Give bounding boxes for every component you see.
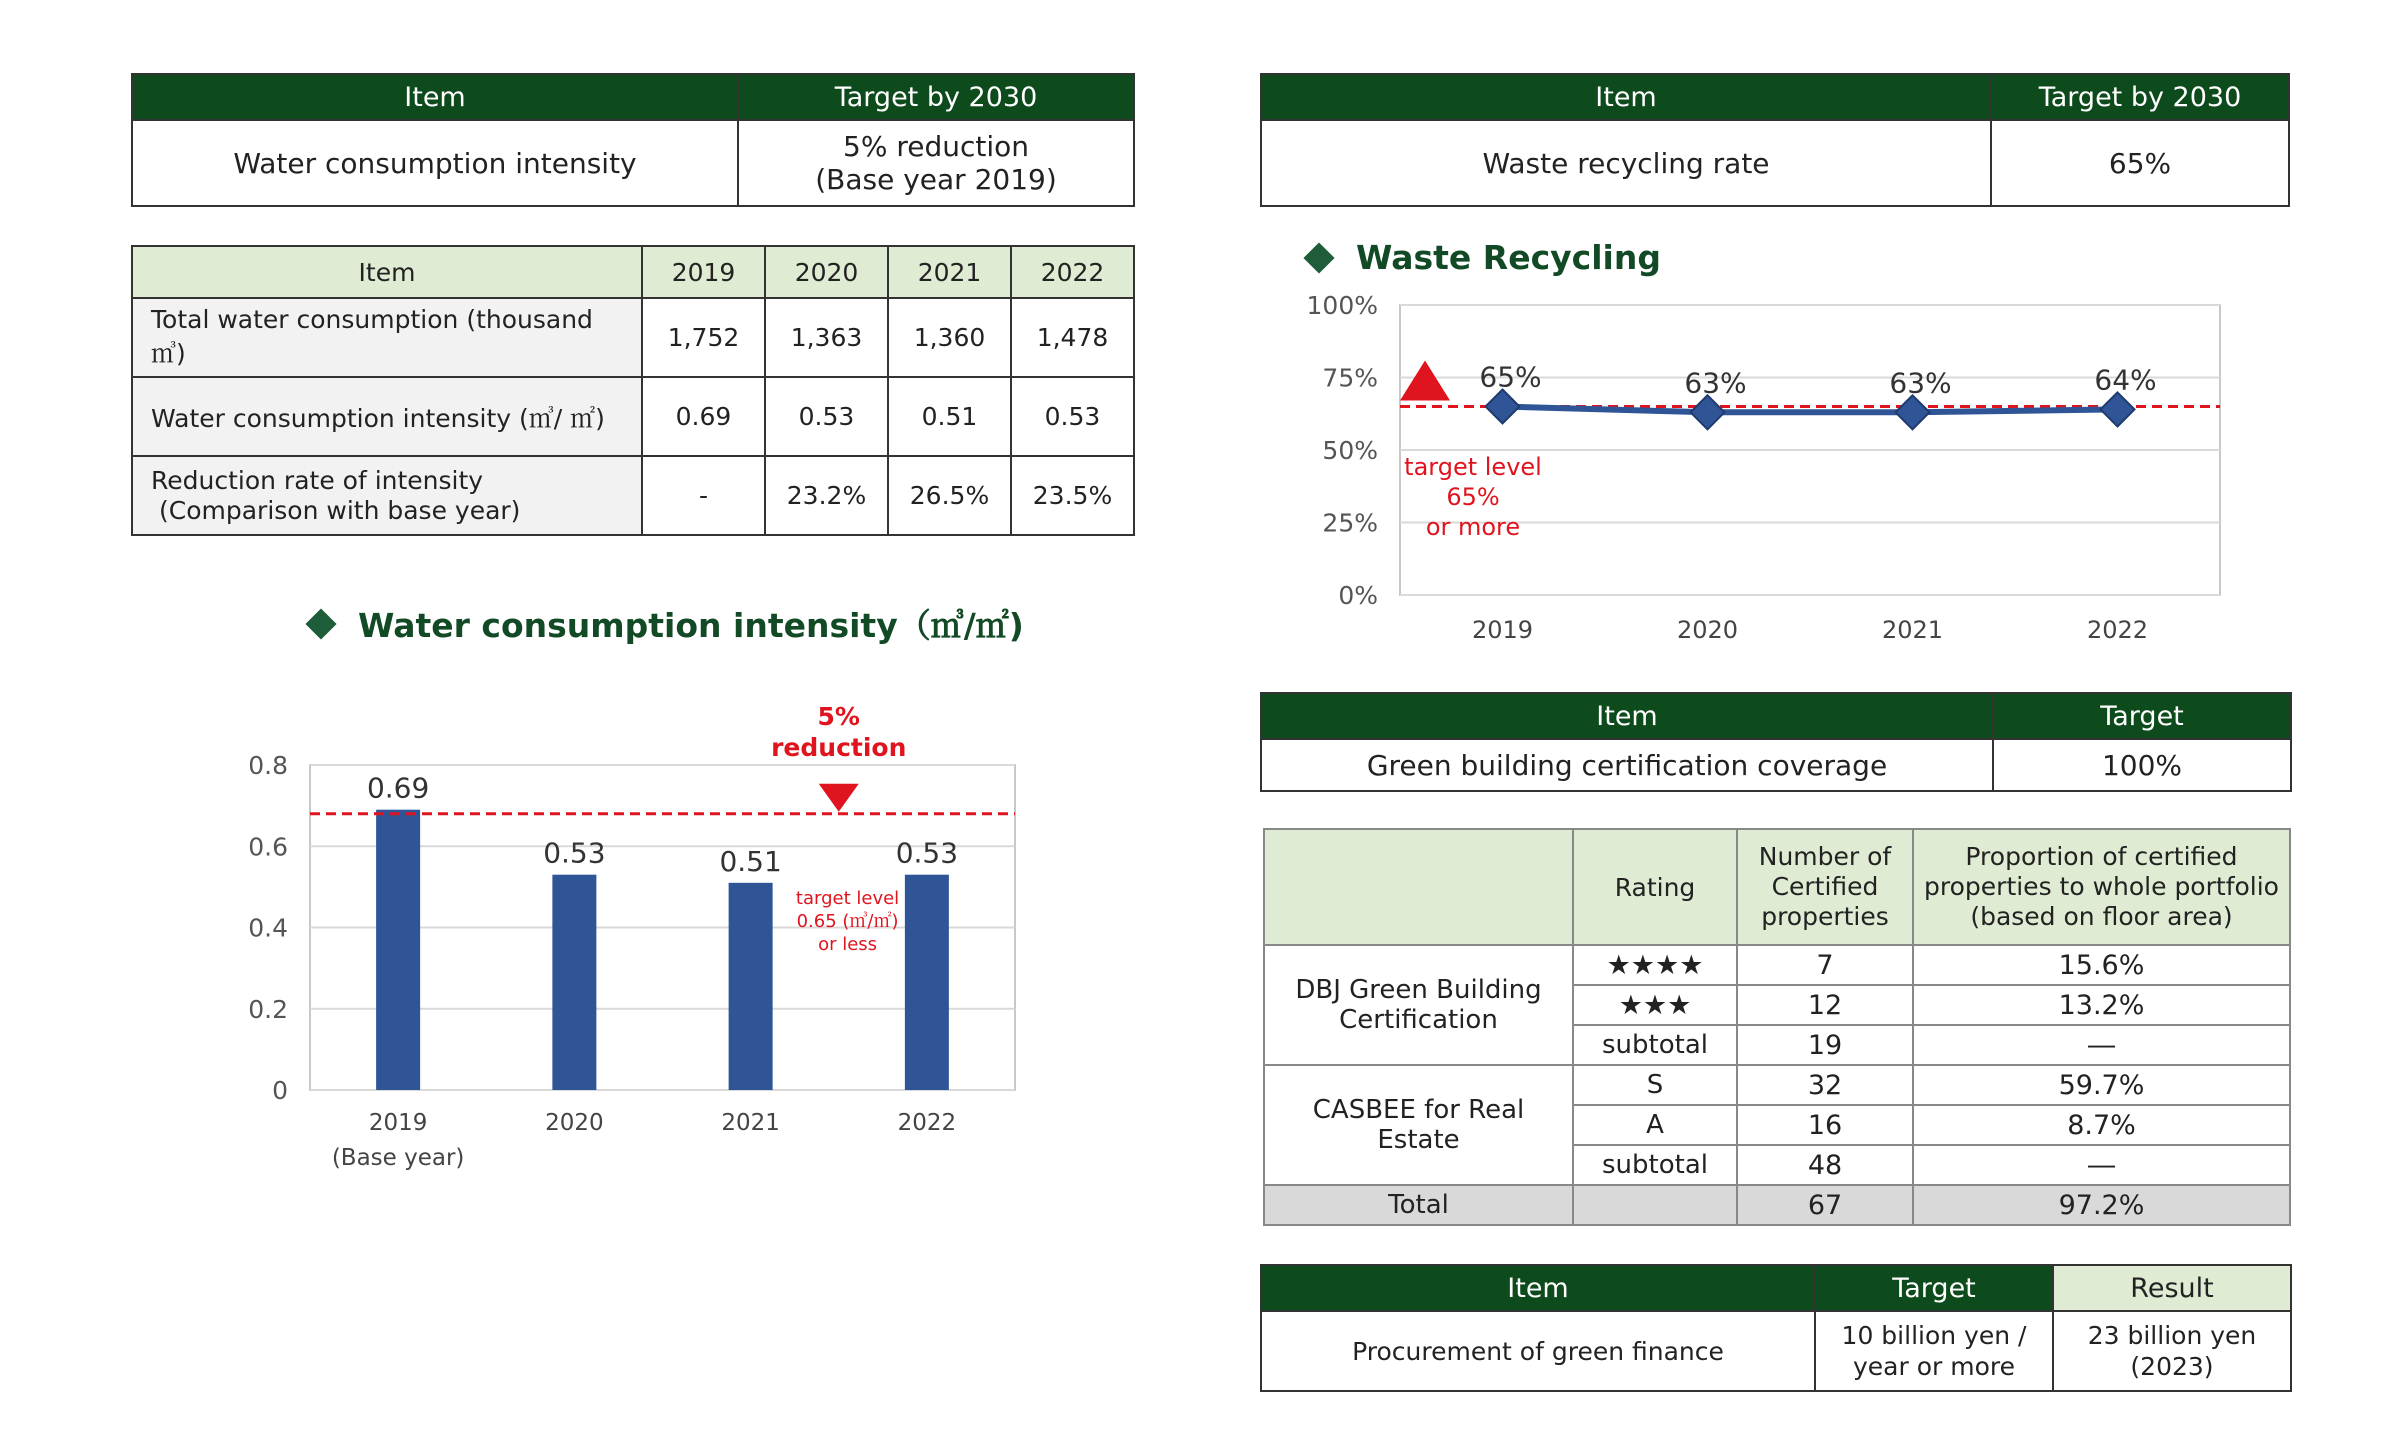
target-note: 65% [1446, 483, 1500, 511]
x-tick-label: 2019 [368, 1110, 428, 1136]
col-blank [1264, 829, 1573, 945]
data-label: 0.69 [366, 771, 430, 805]
x-tick-label: 2020 [545, 1110, 604, 1136]
y-tick-label: 0.8 [248, 751, 288, 780]
cell: 0.69 [642, 377, 765, 456]
target-annotation: 5% [817, 702, 860, 731]
cell: 1,363 [765, 298, 888, 377]
header-target: Target [1993, 693, 2291, 739]
target-note: or less [818, 934, 878, 955]
data-label: 64% [2094, 363, 2157, 397]
count-cell: 12 [1737, 985, 1913, 1025]
cell: 0.51 [888, 377, 1011, 456]
group-casbee: CASBEE for Real Estate [1264, 1065, 1573, 1185]
water-data-table [131, 245, 1135, 536]
proportion-cell: 15.6% [1913, 945, 2290, 985]
data-label: 63% [1684, 366, 1747, 400]
diamond-icon [1303, 242, 1334, 273]
rating-cell: ★★★ [1573, 985, 1737, 1025]
target-annotation: reduction [771, 733, 907, 762]
green-target-value: 100% [1993, 739, 2291, 791]
diamond-icon [305, 608, 336, 639]
cell: 26.5% [888, 456, 1011, 535]
finance-item: Procurement of green finance [1261, 1311, 1815, 1391]
proportion-cell: ― [1913, 1145, 2290, 1185]
bar [552, 875, 596, 1090]
y-tick-label: 0.2 [248, 994, 288, 1024]
water-target-value: 5% reduction (Base year 2019) [738, 120, 1134, 206]
finance-result: 23 billion yen (2023) [2053, 1311, 2291, 1391]
data-point [2101, 392, 2135, 426]
y-tick-label: 0.4 [248, 913, 288, 943]
target-note: 0.65 (㎥/㎡) [796, 911, 899, 932]
y-tick-label: 50% [1322, 436, 1378, 465]
col-2020: 2020 [765, 246, 888, 298]
y-tick-label: 0.6 [248, 832, 288, 862]
x-tick-label: 2022 [897, 1110, 957, 1136]
table-row [132, 298, 1134, 377]
rating-cell: S [1573, 1065, 1737, 1105]
bar [729, 883, 773, 1090]
finance-target: 10 billion yen / year or more [1815, 1311, 2053, 1391]
bar [905, 875, 949, 1090]
proportion-cell: 8.7% [1913, 1105, 2290, 1145]
col-rating: Rating [1573, 829, 1737, 945]
header-item: Item [1261, 74, 1991, 120]
data-label: 65% [1479, 360, 1542, 394]
cell: 23.5% [1011, 456, 1134, 535]
total-rating [1573, 1185, 1737, 1225]
cell: 0.53 [765, 377, 888, 456]
table-row [132, 456, 1134, 535]
row-label: Water consumption intensity (㎥/ ㎡) [132, 377, 642, 456]
waste-recycling-line-chart [1280, 285, 2240, 665]
rating-cell: ★★★★ [1573, 945, 1737, 985]
header-target: Target by 2030 [738, 74, 1134, 120]
x-tick-label: 2021 [1881, 616, 1944, 644]
bar [376, 810, 420, 1090]
x-tick-label: 2020 [1676, 616, 1739, 644]
header-item: Item [1261, 693, 1993, 739]
y-tick-label: 100% [1306, 291, 1378, 320]
table-row [1264, 945, 2290, 985]
proportion-cell: 13.2% [1913, 985, 2290, 1025]
header-item: Item [1261, 1265, 1815, 1311]
col-2022: 2022 [1011, 246, 1134, 298]
finance-target-table [1260, 1264, 2292, 1392]
count-cell: 48 [1737, 1145, 1913, 1185]
total-count: 67 [1737, 1185, 1913, 1225]
y-tick-label: 0 [272, 1076, 288, 1105]
y-tick-label: 75% [1322, 363, 1378, 393]
col-proportion: Proportion of certified properties to whole portfolio (based on floor area) [1913, 829, 2290, 945]
green-target-table [1260, 692, 2292, 792]
water-target-table [131, 73, 1135, 207]
cell: 1,360 [888, 298, 1011, 377]
target-down-triangle-icon [819, 784, 859, 812]
water-intensity-bar-chart [200, 690, 1060, 1190]
x-tick-label: 2019 [1471, 616, 1534, 644]
header-target: Target [1815, 1265, 2053, 1311]
cell: - [642, 456, 765, 535]
header-result: Result [2053, 1265, 2291, 1311]
group-dbj: DBJ Green Building Certification [1264, 945, 1573, 1065]
cell: 1,478 [1011, 298, 1134, 377]
proportion-cell: ― [1913, 1025, 2290, 1065]
rating-cell: subtotal [1573, 1025, 1737, 1065]
table-row [132, 377, 1134, 456]
data-point [1691, 395, 1725, 429]
y-tick-label: 0% [1338, 581, 1378, 610]
waste-target-item: Waste recycling rate [1261, 120, 1991, 206]
data-label: 63% [1889, 366, 1952, 400]
target-note: or more [1425, 513, 1521, 541]
count-cell: 32 [1737, 1065, 1913, 1105]
waste-target-value: 65% [1991, 120, 2289, 206]
row-label: Reduction rate of intensity (Comparison with base year) [132, 456, 642, 535]
target-up-triangle-icon [1400, 361, 1450, 401]
x-tick-label: 2021 [721, 1110, 780, 1136]
col-number: Number of Certified properties [1737, 829, 1913, 945]
x-sub-label: (Base year) [331, 1145, 465, 1171]
data-point [1896, 395, 1930, 429]
cell: 1,752 [642, 298, 765, 377]
col-2021: 2021 [888, 246, 1011, 298]
total-proportion: 97.2% [1913, 1185, 2290, 1225]
total-label: Total [1264, 1185, 1573, 1225]
data-label: 0.51 [719, 844, 782, 878]
proportion-cell: 59.7% [1913, 1065, 2290, 1105]
target-note: target level [1404, 453, 1542, 481]
waste-target-table [1260, 73, 2290, 207]
waste-chart-title: Waste Recycling [1308, 238, 1661, 277]
rating-cell: A [1573, 1105, 1737, 1145]
target-note: target level [795, 888, 900, 909]
col-item: Item [132, 246, 642, 298]
table-row [1264, 1065, 2290, 1105]
header-item: Item [132, 74, 738, 120]
cell: 0.53 [1011, 377, 1134, 456]
y-tick-label: 25% [1322, 508, 1378, 538]
row-label: Total water consumption (thousand ㎥) [132, 298, 642, 377]
green-target-item: Green building certification coverage [1261, 739, 1993, 791]
cell: 23.2% [765, 456, 888, 535]
count-cell: 7 [1737, 945, 1913, 985]
count-cell: 19 [1737, 1025, 1913, 1065]
total-row [1264, 1185, 2290, 1225]
x-tick-label: 2022 [2086, 616, 2149, 644]
header-target: Target by 2030 [1991, 74, 2289, 120]
water-chart-title: Water consumption intensity（㎥/㎡) [310, 600, 1024, 647]
col-2019: 2019 [642, 246, 765, 298]
data-label: 0.53 [895, 836, 959, 870]
water-target-item: Water consumption intensity [132, 120, 738, 206]
rating-cell: subtotal [1573, 1145, 1737, 1185]
certification-table [1263, 828, 2291, 1226]
data-point [1486, 390, 1520, 424]
count-cell: 16 [1737, 1105, 1913, 1145]
data-label: 0.53 [543, 836, 606, 870]
